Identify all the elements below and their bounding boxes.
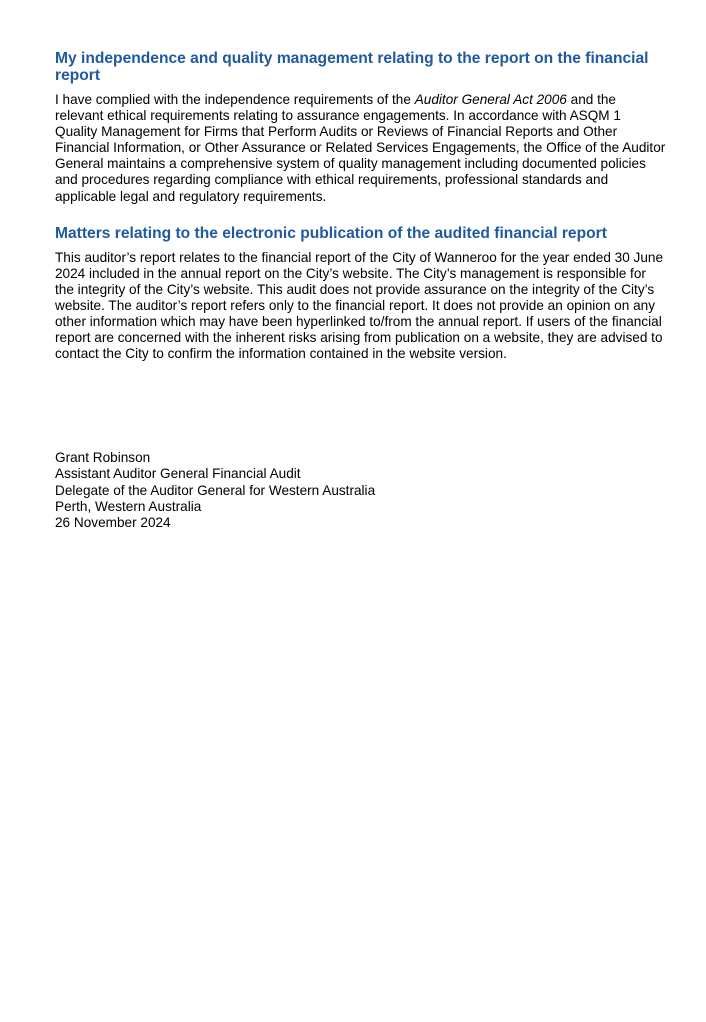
- act-title: Auditor General Act 2006: [414, 92, 567, 107]
- independence-paragraph: [55, 92, 667, 205]
- electronic-publication-paragraph: This auditor’s report relates to the financial report of the City of Wanneroo for the year ended 30 June 2024 included in the annual report on the City’s website. The City’s management is responsible for the integrity of the City’s website. This audit does not provide assurance on the integrity of the City’s website. The auditor’s report refers only to the financial report. It does not provide an opinion on any other information which may have been hyperlinked to/from the annual report. If users of the financial report are concerned with the inherent risks arising from publication on a website, they are advised to contact the City to confirm the information contained in the website version.: [55, 249, 664, 362]
- independence-text-end: and the relevant ethical requirements relating to assurance engagements. In accordance with ASQM 1 Quality Management for Firms that Perform Audits or Reviews of Financial Reports and Other Financial Information, or Other Assurance or Related Services Engagements, the Office of the Auditor General maintains a comprehensive system of quality management including documented policies and procedures regarding compliance with ethical requirements, professional standards and applicable legal and regulatory requirements.: [55, 92, 666, 204]
- independence-text-start: I have complied with the independence requirements of the: [55, 92, 415, 107]
- independence-heading: My independence and quality management relating to the report on the financial report: [55, 50, 649, 84]
- signature-date: 26 November 2024: [55, 514, 171, 530]
- signatory-location: Perth, Western Australia: [55, 498, 202, 514]
- signature-block: [55, 450, 667, 530]
- document-page: [55, 50, 667, 531]
- signatory-delegate: Delegate of the Auditor General for Western Australia: [55, 482, 376, 498]
- electronic-publication-heading: Matters relating to the electronic publication of the audited financial report: [55, 224, 607, 242]
- signatory-title: Assistant Auditor General Financial Audit: [55, 466, 301, 482]
- signatory-name: Grant Robinson: [55, 450, 151, 466]
